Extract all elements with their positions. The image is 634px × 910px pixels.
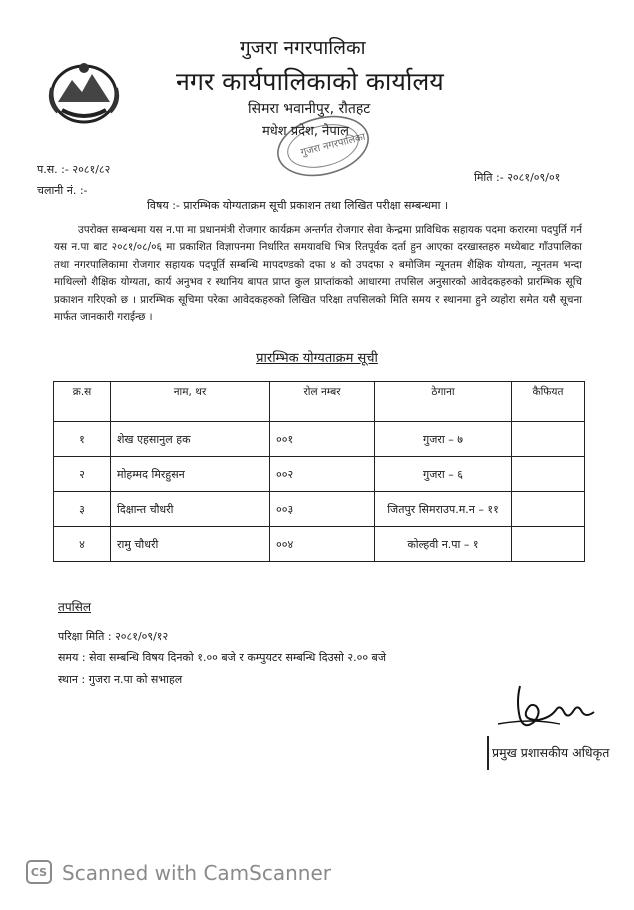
exam-date: परिक्षा मिति : २०८१/०९/१२	[58, 630, 169, 643]
header-serial: क्र.स	[54, 382, 111, 422]
scanner-watermark: Scanned with CamScanner	[62, 861, 331, 885]
letter-subject: विषय :- प्रारम्भिक योग्यताक्रम सूची प्रकाशन तथा लिखित परीक्षा सम्बन्धमा ।	[147, 199, 449, 212]
stamp-text: गुजरा नगरपालिका	[299, 131, 367, 159]
table-row	[54, 527, 585, 562]
office-address: सिमरा भवानीपुर, रौतहट	[248, 101, 371, 117]
table-header-row	[54, 382, 585, 422]
cell-roll: ००२	[270, 457, 375, 492]
cell-name: मोहम्मद मिरहुसन	[111, 457, 270, 492]
exam-details-title: तपसिल	[58, 600, 92, 614]
cell-address: कोल्हवी न.पा – १	[375, 527, 512, 562]
officer-title: प्रमुख प्रशासकीय अधिकृत	[492, 745, 610, 760]
cell-address: गुजरा – ६	[375, 457, 512, 492]
letter-body: उपरोक्त सम्बन्धमा यस न.पा मा प्रधानमंत्री रोजगार कार्यक्रम अन्तर्गत रोजगार सेवा केन्द्रमा प्राविधिक सहायक पदमा करारमा पदपुर्ति गर्न यस न.पा बाट २०८१/०८/०६ मा प्रकाशित विज्ञापनमा निर्धारित समयावधि भित्र रितपूर्वक दर्ता हुन आएका दरखास्तहरु मध्येबाट गाँउपालिका तथा नगरपालिकामा रोजगार सहायक पदपूर्ति सम्बन्धि मापदण्डको दफा ४ को उपदफा २ बमोजिम न्यूनतम शैक्षिक योग्यता, न्यूनतम भन्दा माथिल्लो शैक्षिक योग्यता, कार्य अनुभव र स्थानिय बापत प्राप्त कुल प्राप्तांकको आधारमा तपसिल अनुसारको आवेदकहरुको प्रारम्भिक सूचि प्रकाशन गरिएको छ । प्रारम्भिक सूचिमा परेका आवेदकहरुको लिखित परिक्षा तपसिलको मिति समय र स्थानमा हुने व्यहोरा समेत यसै सूचना मार्फत जानकारी गराईन्छ ।	[54, 224, 582, 324]
dispatch-number: चलानी नं. :-	[37, 184, 88, 197]
cell-remarks	[512, 527, 585, 562]
table-row	[54, 492, 585, 527]
header-address: ठेगाना	[375, 382, 512, 422]
cell-address: जितपुर सिमराउप.म.न – ११	[375, 492, 512, 527]
cell-name: दिक्षान्त चौधरी	[111, 492, 270, 527]
cell-roll: ००४	[270, 527, 375, 562]
exam-venue: स्थान : गुजरा न.पा को सभाहल	[58, 673, 183, 686]
cell-remarks	[512, 492, 585, 527]
table-row	[54, 422, 585, 457]
header-roll: रोल नम्बर	[270, 382, 375, 422]
cell-name: शेख एहसानुल हक	[111, 422, 270, 457]
office-title: नगर कार्यपालिकाको कार्यालय	[176, 67, 444, 96]
office-province: मधेश प्रदेश, नेपाल	[262, 124, 349, 139]
cell-roll: ००३	[270, 492, 375, 527]
header-remarks: कैफियत	[512, 382, 585, 422]
camscanner-logo-icon: CS	[26, 860, 52, 884]
cell-name: रामु चौधरी	[111, 527, 270, 562]
merit-list-title: प्रारम्भिक योग्यताक्रम सूची	[256, 351, 378, 366]
cell-remarks	[512, 457, 585, 492]
cell-address: गुजरा – ७	[375, 422, 512, 457]
exam-time: समय : सेवा सम्बन्धि विषय दिनको १.०० बजे र कम्पुयटर सम्बन्धि दिउसो २.०० बजे	[58, 651, 386, 664]
office-stamp-icon	[268, 110, 378, 180]
cell-roll: ००१	[270, 422, 375, 457]
table-row	[54, 457, 585, 492]
cell-serial: ४	[54, 527, 111, 562]
merit-list-table	[53, 381, 585, 562]
cell-serial: १	[54, 422, 111, 457]
handwritten-signature-icon	[490, 682, 600, 736]
letter-date: मिति :- २०८१/०९/०१	[474, 171, 561, 184]
reference-number: प.स. :- २०८१/८२	[37, 163, 111, 176]
nepal-emblem-icon	[48, 58, 120, 126]
signature-divider	[487, 736, 489, 770]
cell-serial: २	[54, 457, 111, 492]
municipality-name: गुजरा नगरपालिका	[240, 37, 366, 59]
header-name: नाम, थर	[111, 382, 270, 422]
cell-remarks	[512, 422, 585, 457]
cell-serial: ३	[54, 492, 111, 527]
